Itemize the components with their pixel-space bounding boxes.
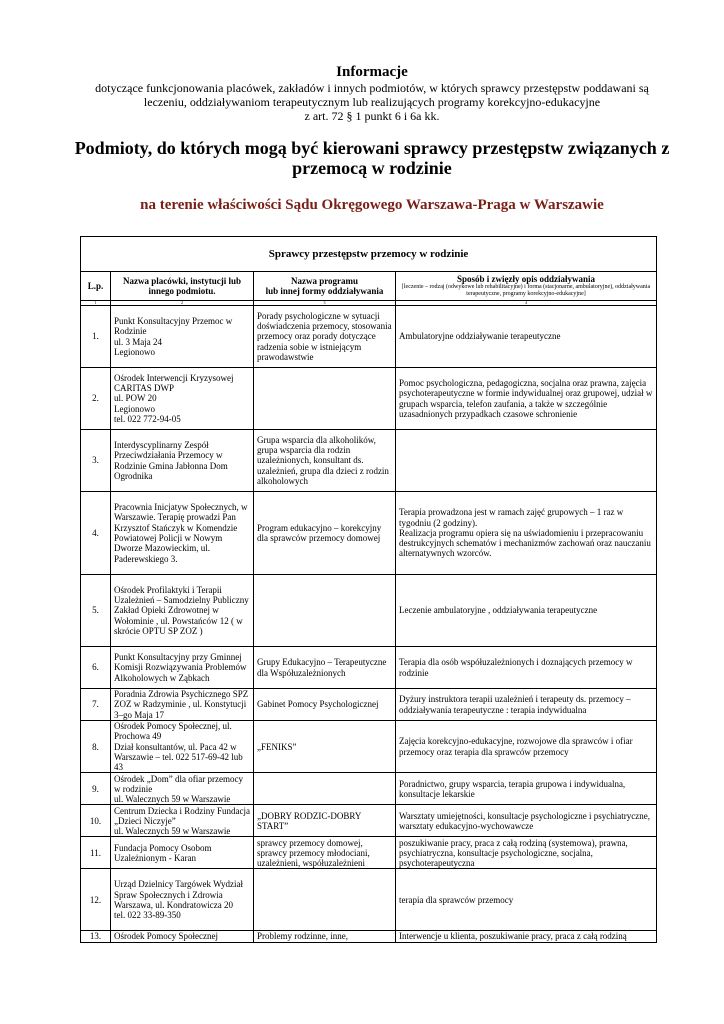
row-lp [81,689,111,721]
row-institution-name-text: Ośrodek Pomocy Społecznej [114,931,218,942]
table-row [81,368,657,430]
row-lp [81,805,111,837]
col-number: 4 [396,301,657,306]
row-lp [81,837,111,869]
col-header-program-line1: Nazwa programu [290,276,359,286]
info-line-3: z art. 72 § 1 punkt 6 i 6a kk. [304,109,440,123]
row-institution-name [111,492,254,575]
row-institution-name-text: Poradnia Zdrowia Psychicznego SPZ ZOZ w Radzyminie , ul. Konstytucji 3–go Maja 17 [114,689,249,720]
row-lp-text: 10. [89,815,102,826]
col-header-method-title: Sposób i zwięzły opis oddziaływania [457,274,596,284]
row-lp [81,492,111,575]
row-method-text: Warsztaty umiejętności, konsultacje psychologiczne i psychiatryczne, warsztaty edukacyjno-wychowawcze [399,810,650,831]
row-program [254,689,396,721]
row-institution-name [111,575,254,647]
main-title: Podmioty, do których mogą być kierowani sprawcy przestępstw związanych z przemocą w rodzinie [74,138,670,178]
row-method-text: Leczenie ambulatoryjne , oddziaływania terapeutyczne [399,605,598,616]
row-method [396,931,657,942]
table-caption: Sprawcy przestępstw przemocy w rodzinie [81,237,657,272]
row-method-text: Terapia prowadzona jest w ramach zajęć grupowych – 1 raz w tygodniu (2 godziny). Realizacja programu opiera się na uświadomieniu i przepracowaniu destrukcyjnych schematów i mechanizmów zachowań oraz nauczaniu alternatywnych wzorców. [399,507,651,559]
row-program-text: Gabinet Pomocy Psychologicznej [257,699,379,710]
row-lp-text: 8. [92,741,99,752]
row-program [254,492,396,575]
row-institution-name-text: Urząd Dzielnicy Targówek Wydział Spraw Społecznych i Zdrowia Warszawa, ul. Kondratowicza 20 tel. 022 33-89-350 [114,879,244,921]
row-program [254,805,396,837]
row-institution-name [111,689,254,721]
row-institution-name-text: Fundacja Pomocy Osobom Uzależnionym - Karan [114,842,212,863]
row-lp [81,773,111,805]
row-method [396,430,657,492]
col-header-method-sub: [leczenie – rodzaj (odwykowe lub rehabilitacyjne) i forma (stacjonarne, ambulatoryjne), oddziaływania terapeutyczne, programy korekcyjno-edukacyjne] [401,284,651,297]
row-program-text: sprawcy przemocy domowej, sprawcy przemocy młodociani, uzależnieni, współuzależnieni [257,837,370,869]
row-method [396,492,657,575]
row-institution-name-text: Pracownia Inicjatyw Społecznych, w Warszawie. Terapię prowadzi Pan Krzysztof Stańczyk w Komendzie Powiatowej Policji w Nowym Dworze Mazowieckim, ul. Paderewskiego 3. [114,502,248,564]
table-row [81,837,657,869]
row-program [254,869,396,931]
col-header-name: Nazwa placówki, instytucji lub innego podmiotu. [111,272,254,301]
row-lp-text: 11. [90,847,101,858]
row-institution-name-text: Punkt Konsultacyjny Przemoc w Rodzinie ul. 3 Maja 24 Legionowo [114,315,233,357]
row-method-text: Interwencje u klienta, poszukiwanie pracy, praca z całą rodziną [399,931,627,942]
row-program-text: Porady psychologiczne w sytuacji doświadczenia przemocy, stosowania przemocy oraz porady dotyczące radzenia sobie w istniejącym prawodawstwie [257,310,392,362]
row-lp-text: 4. [92,527,99,538]
row-institution-name-text: Ośrodek Pomocy Społecznej, ul. Prochowa 49 Dział konsultantów, ul. Paca 42 w Warszawie – tel. 022 517-69-42 lub 43 [114,721,243,773]
row-institution-name [111,773,254,805]
row-institution-name [111,430,254,492]
row-program-text: Program edukacyjno – korekcyjny dla sprawców przemocy domowej [257,522,382,543]
row-method-text: Poradnictwo, grupy wsparcia, terapia grupowa i indywidualna, konsultacje lekarskie [399,778,626,799]
row-method [396,773,657,805]
row-method [396,575,657,647]
row-institution-name [111,368,254,430]
row-lp [81,368,111,430]
row-lp [81,306,111,368]
table-row [81,931,657,942]
info-title: Informacje [336,64,408,80]
table-row [81,773,657,805]
institutions-table [80,236,657,943]
row-lp-text: 6. [92,662,99,673]
row-program [254,931,396,942]
row-institution-name-text: Ośrodek Profilaktyki i Terapii Uzależnień – Samodzielny Publiczny Zakład Opieki Zdrowotnej w Wołominie , ul. Powstańców 12 ( w skrócie OPTU SP ZOZ ) [114,584,249,636]
table-row [81,805,657,837]
row-institution-name [111,721,254,773]
row-institution-name [111,837,254,869]
row-lp [81,647,111,689]
col-header-program [254,272,396,301]
region-subtitle: na terenie właściwości Sądu Okręgowego Warszawa-Praga w Warszawie [140,197,604,213]
row-method-text: poszukiwanie pracy, praca z całą rodziną (systemowa), prawna, psychiatryczna, konsultacje psychologiczne, socjalna, psychoterapeutyczna [399,837,628,869]
row-institution-name [111,869,254,931]
table-row [81,306,657,368]
row-institution-name [111,931,254,942]
row-lp-text: 2. [92,393,99,404]
info-line-1: dotyczące funkcjonowania placówek, zakładów i innych podmiotów, w których sprawcy przestępstw poddawani są [95,81,649,95]
row-lp [81,931,111,942]
row-method [396,368,657,430]
row-method [396,721,657,773]
row-method-text: Dyżury instruktora terapii uzależnień i terapeuty ds. przemocy – oddziaływania terapeutyczne : terapia indywidualna [399,694,631,715]
table-row [81,647,657,689]
table-row [81,575,657,647]
table-row [81,430,657,492]
row-method [396,306,657,368]
row-institution-name-text: Centrum Dziecka i Rodziny Fundacja „Dzieci Niczyje” ul. Walecznych 59 w Warszawie [114,805,250,837]
row-method-text: Terapia dla osób współuzależnionych i doznających przemocy w rodzinie [399,657,633,678]
row-institution-name-text: Ośrodek Interwencji Kryzysowej CARITAS DWP ul. POW 20 Legionowo tel. 022 772-94-05 [114,372,234,424]
row-lp-text: 1. [92,331,99,342]
row-institution-name [111,805,254,837]
row-lp-text: 7. [92,699,99,710]
row-lp [81,869,111,931]
row-program [254,575,396,647]
row-method [396,837,657,869]
row-program [254,773,396,805]
row-program [254,430,396,492]
row-lp-text: 5. [92,605,99,616]
row-method-text: Pomoc psychologiczna, pedagogiczna, socjalna oraz prawna, zajęcia psychoterapeutyczne w formie indywidualnej oraz grupowej, udział w grupach wsparcia, telefon zaufania, a także w szczególnie uzasadnionych przypadkach czasowe schronienie [399,377,653,419]
row-program [254,306,396,368]
row-lp-text: 3. [92,455,99,466]
table-row [81,689,657,721]
row-program-text: Grupa wsparcia dla alkoholików, grupa wsparcia dla rodzin uzależnionych, konsultant ds. uzależnień, grupa dla dzieci z rodzin alkoholowych [257,434,389,486]
row-lp [81,721,111,773]
row-method-text: Ambulatoryjne oddziaływanie terapeutyczne [399,331,561,342]
row-program [254,647,396,689]
row-institution-name-text: Ośrodek „Dom” dla ofiar przemocy w rodzinie ul. Walecznych 59 w Warszawie [114,773,243,805]
info-line-2: leczeniu, oddziaływaniom terapeutycznym lub realizujących programy korekcyjno-edukacyjne [143,95,601,109]
row-program [254,368,396,430]
row-program [254,721,396,773]
row-program-text: Grupy Edukacyjno – Terapeutyczne dla Współuzależnionych [257,657,387,678]
row-program-text: „DOBRY RODZIC-DOBRY START” [257,810,362,831]
row-institution-name [111,306,254,368]
row-method [396,647,657,689]
table-row [81,869,657,931]
table-row [81,721,657,773]
col-number: 1 [81,301,111,306]
row-institution-name-text: Punkt Konsultacyjny przy Gminnej Komisji Rozwiązywania Problemów Alkoholowych w Ząbkach [114,652,247,683]
row-method [396,805,657,837]
table-row [81,492,657,575]
col-number: 3 [254,301,396,306]
col-header-method [396,272,657,301]
col-header-program-line2: lub innej formy oddziaływania [265,286,384,296]
row-program-text: „FENIKS” [257,741,297,752]
col-number: 2 [111,301,254,306]
row-program [254,837,396,869]
row-lp [81,430,111,492]
row-method-text: terapia dla sprawców przemocy [399,894,514,905]
row-lp-text: 12. [89,894,102,905]
row-method [396,869,657,931]
row-method-text: Zajęcia korekcyjno-edukacyjne, rozwojowe dla sprawców i ofiar przemocy oraz terapia dla sprawców przemocy [399,736,633,757]
row-lp [81,575,111,647]
row-lp-text: 13. [89,931,102,942]
row-lp-text: 9. [92,783,99,794]
row-institution-name [111,647,254,689]
row-institution-name-text: Interdyscyplinarny Zespół Przeciwdziałania Przemocy w Rodzinie Gmina Jabłonna Dom Ogrodnika [114,439,228,481]
row-method [396,689,657,721]
col-header-lp: L.p. [81,272,111,301]
row-program-text: Problemy rodzinne, inne, [257,931,348,942]
